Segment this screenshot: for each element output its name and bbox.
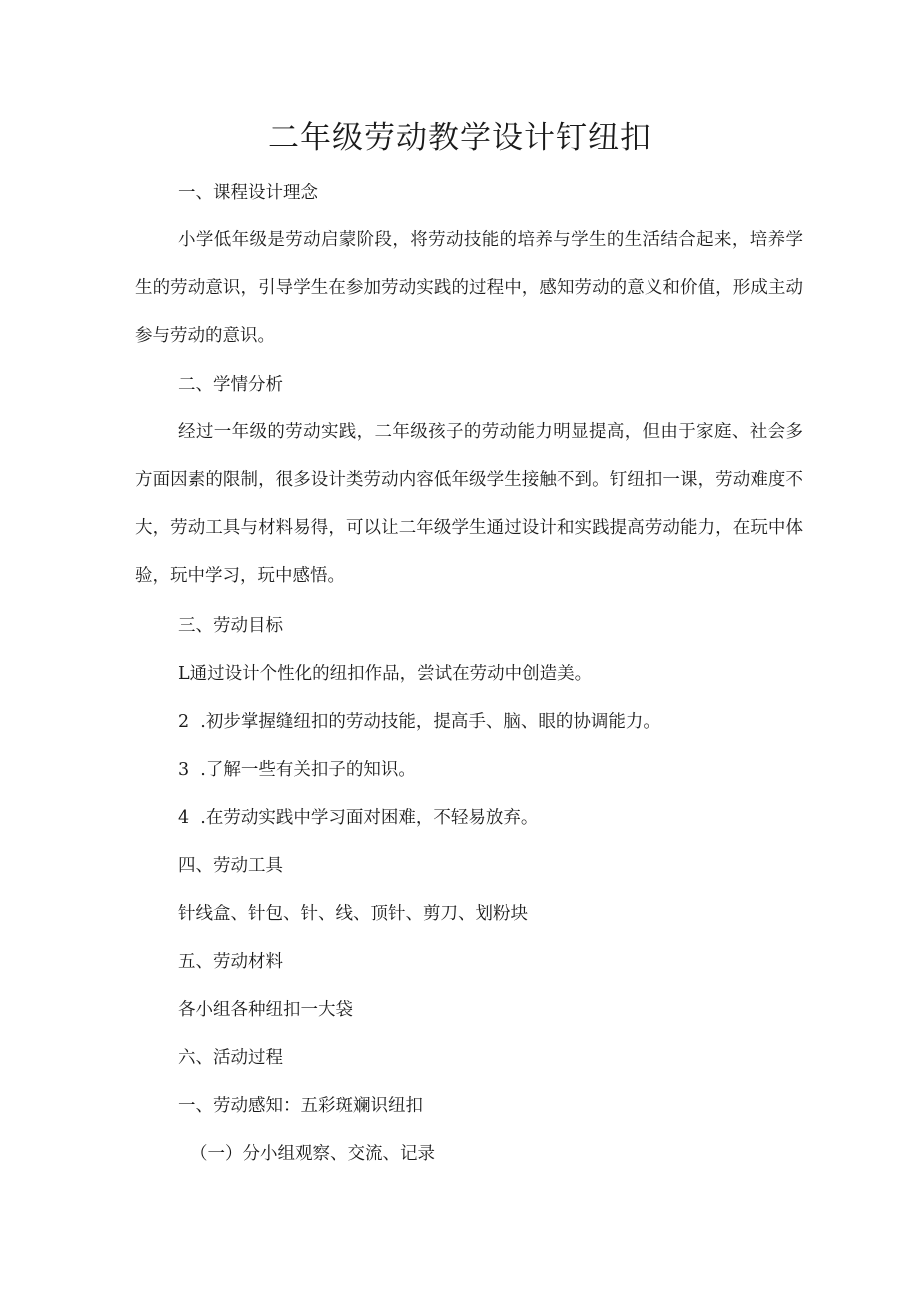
section-heading-course-concept: 一、课程设计理念 (178, 183, 318, 203)
paragraph-student-analysis: 经过一年级的劳动实践，二年级孩子的劳动能力明显提高，但由于家庭、社会多方面因素的限制，很多设计类劳动内容低年级学生接触不到。钉纽扣一课，劳动难度不大，劳动工具与材料易得，可以让二年级学生通过设计和实践提高劳动能力，在玩中体验，玩中学习，玩中感悟。 (135, 422, 803, 586)
paragraph-course-concept: 小学低年级是劳动启蒙阶段，将劳动技能的培养与学生的生活结合起来，培养学生的劳动意识，引导学生在参加劳动实践的过程中，感知劳动的意义和价值，形成主动参与劳动的意识。 (135, 230, 803, 346)
materials-list: 各小组各种纽扣一大袋 (178, 1000, 353, 1020)
document-title: 二年级劳动教学设计钉纽扣 (268, 120, 652, 156)
activity-substep-1: （一）分小组观察、交流、记录 (190, 1144, 435, 1164)
section-heading-student-analysis: 二、学情分析 (178, 375, 283, 395)
tools-list: 针线盒、针包、针、线、顶针、剪刀、划粉块 (178, 904, 528, 924)
goal-item-4: 4 .在劳动实践中学习面对困难，不轻易放弃。 (178, 808, 539, 828)
section-heading-labor-materials: 五、劳动材料 (178, 952, 283, 972)
section-heading-activity-process: 六、活动过程 (178, 1048, 283, 1068)
goal-item-2: 2 .初步掌握缝纽扣的劳动技能，提高手、脑、眼的协调能力。 (178, 712, 661, 732)
goal-item-1: L通过设计个性化的纽扣作品，尝试在劳动中创造美。 (178, 664, 593, 684)
goal-item-3: 3 .了解一些有关扣子的知识。 (178, 760, 416, 780)
activity-step-1: 一、劳动感知：五彩斑斓识纽扣 (178, 1096, 423, 1116)
section-heading-labor-goals: 三、劳动目标 (178, 616, 283, 636)
section-heading-labor-tools: 四、劳动工具 (178, 856, 283, 876)
